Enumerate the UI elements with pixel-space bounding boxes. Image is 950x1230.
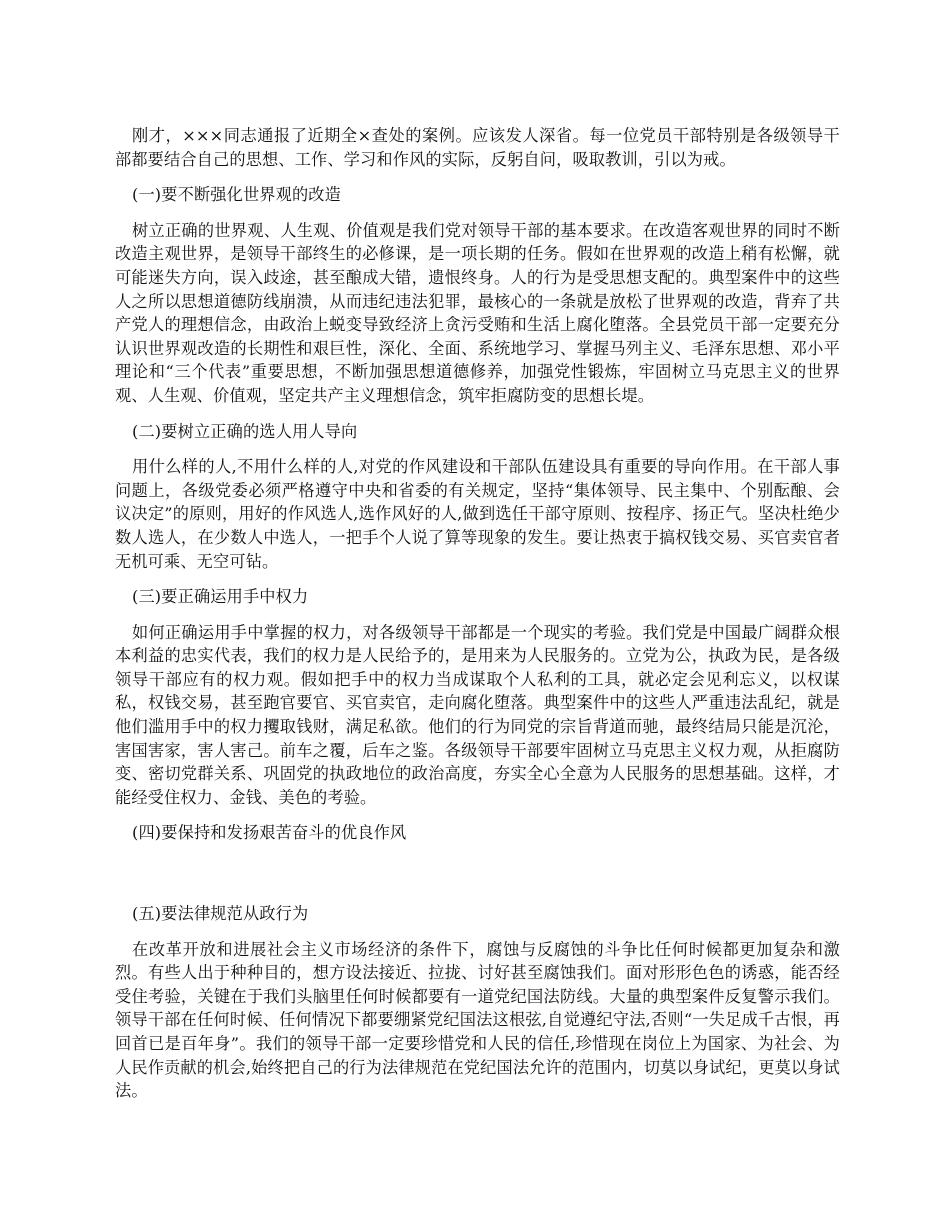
section-5-body: 在改革开放和进展社会主义市场经济的条件下，腐蚀与反腐蚀的斗争比任何时候都更加复杂和激烈。有些人出于种种目的，想方设法接近、拉拢、讨好甚至腐蚀我们。面对形形色色的诱惑，能否经受住考验，关键在于我们头脑里任何时候都要有一道党纪国法防线。大量的典型案件反复警示我们。领导干部在任何时候、任何情况下都要绷紧党纪国法这根弦,自觉遵纪守法,否则“一失足成千古恨，再回首已是百年身”。我们的领导干部一定要珍惜党和人民的信任,珍惜现在岗位上为国家、为社会、为人民作贡献的机会,始终把自己的行为法律规范在党纪国法允许的范围内，切莫以身试纪，更莫以身试法。 (115, 939, 840, 1101)
section-1-heading: (一)要不断强化世界观的改造 (132, 185, 341, 205)
section-3-heading: (三)要正确运用手中权力 (132, 587, 309, 607)
section-1-body: 树立正确的世界观、人生观、价值观是我们党对领导干部的基本要求。在改造客观世界的同时不断改造主观世界，是领导干部终生的必修课，是一项长期的任务。假如在世界观的改造上稍有松懈，就可能迷失方向，误入歧途，甚至酿成大错，遗恨终身。人的行为是受思想支配的。典型案件中的这些人之所以思想道德防线崩溃，从而违纪违法犯罪，最核心的一条就是放松了世界观的改造，背弃了共产党人的理想信念，由政治上蜕变导致经济上贪污受贿和生活上腐化堕落。全县党员干部一定要充分认识世界观改造的长期性和艰巨性，深化、全面、系统地学习、掌握马列主义、毛泽东思想、邓小平理论和“三个代表”重要思想，不断加强思想道德修养，加强党性锻炼，牢固树立马克思主义的世界观、人生观、价值观，坚定共产主义理想信念，筑牢拒腐防变的思想长堤。 (115, 220, 840, 405)
intro-paragraph: 刚才，×××同志通报了近期全×查处的案例。应该发人深省。每一位党员干部特别是各级领导干部都要结合自己的思想、工作、学习和作风的实际，反躬自问，吸取教训，引以为戒。 (115, 126, 840, 169)
section-4-heading: (四)要保持和发扬艰苦奋斗的优良作风 (132, 823, 407, 843)
document-page (115, 124, 840, 1115)
section-2-heading: (二)要树立正确的选人用人导向 (132, 421, 358, 441)
section-3-body: 如何正确运用手中掌握的权力，对各级领导干部都是一个现实的考验。我们党是中国最广阔群众根本利益的忠实代表，我们的权力是人民给予的，是用来为人民服务的。立党为公，执政为民，是各级领导干部应有的权力观。假如把手中的权力当成谋取个人私利的工具，就必定会见利忘义，以权谋私，权钱交易，甚至跑官要官、买官卖官，走向腐化堕落。典型案件中的这些人严重违法乱纪，就是他们滥用手中的权力攫取钱财，满足私欲。他们的行为同党的宗旨背道而驰，最终结局只能是沉沦，害国害家，害人害己。前车之覆，后车之鉴。各级领导干部要牢固树立马克思主义权力观，从拒腐防变、密切党群关系、巩固党的执政地位的政治高度，夯实全心全意为人民服务的思想基础。这样，才能经受住权力、金钱、美色的考验。 (115, 622, 840, 807)
section-2-body: 用什么样的人,不用什么样的人,对党的作风建设和干部队伍建设具有重要的导向作用。在干部人事问题上，各级党委必须严格遵守中央和省委的有关规定，坚持“集体领导、民主集中、个别酝酿、会议决定”的原则，用好的作风选人,选作风好的人,做到选任干部守原则、按程序、扬正气。坚决杜绝少数人选人，在少数人中选人，一把手个人说了算等现象的发生。要让热衷于搞权钱交易、买官卖官者无机可乘、无空可钻。 (115, 457, 840, 571)
blank-gap (115, 857, 840, 902)
section-5-heading: (五)要法律规范从政行为 (132, 904, 309, 924)
